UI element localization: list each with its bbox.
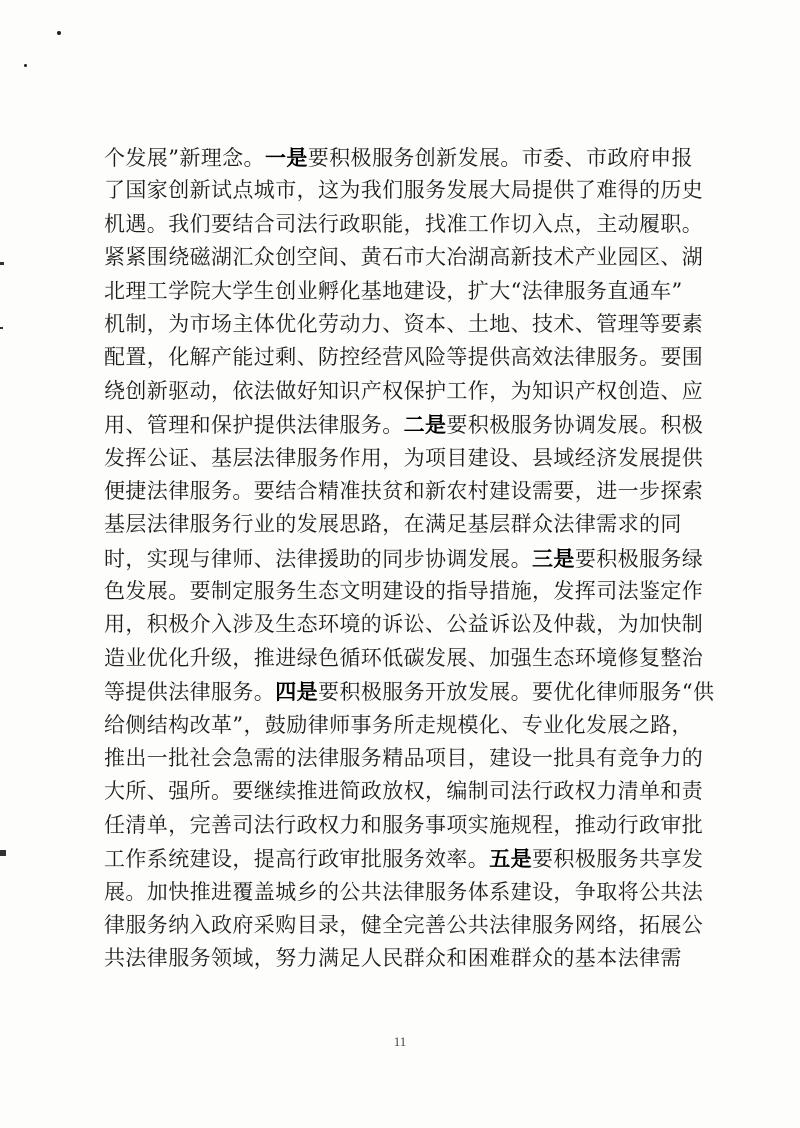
text-line: [104, 642, 704, 675]
text-line: [104, 475, 704, 508]
text-segment: 要积极服务创新发展。市委、市政府申报: [307, 146, 693, 170]
text-segment: 要积极服务协调发展。积极: [446, 413, 704, 438]
text-segment: 北理工学院大学生创业孵化基地建设，扩大“法律服务直通车”: [104, 278, 683, 303]
text-segment: 机制，为市场主体优化劳动力、资本、土地、技术、管理等要素: [104, 311, 704, 336]
text-segment: 用，积极介入涉及生态环境的诉讼、公益诉讼及仲裁，为加快制: [104, 612, 704, 637]
text-line: [104, 408, 704, 441]
text-segment: 时，实现与律师、法律援助的同步协调发展。: [104, 546, 532, 571]
text-line: [104, 442, 704, 475]
scan-edge-mark: [0, 327, 3, 329]
page-number: 11: [393, 1034, 407, 1049]
bold-marker: 一是: [264, 145, 308, 170]
text-line: [104, 876, 704, 909]
bold-marker: 三是: [532, 545, 575, 571]
text-segment: 机遇。我们要结合司法行政职能，找准工作切入点，主动履职。: [104, 211, 704, 236]
text-segment: 绕创新驱动，依法做好知识产权保护工作，为知识产权创造、应: [104, 378, 704, 403]
scan-edge-mark: [0, 850, 6, 856]
text-segment: 展。加快推进覆盖城乡的公共法律服务体系建设，争取将公共法: [104, 879, 704, 904]
text-line: [104, 842, 704, 875]
text-line: [104, 508, 700, 541]
text-line: [104, 308, 704, 341]
text-segment: 发挥公证、基层法律服务作用，为项目建设、县域经济发展提供: [104, 445, 704, 470]
text-segment: 共法律服务领域，努力满足人民群众和困难群众的基本法律需: [104, 946, 682, 971]
text-segment: 律服务纳入政府采购目录，健全完善公共法律服务网络，拓展公: [104, 912, 704, 937]
text-line: [104, 675, 715, 708]
text-line: [104, 775, 704, 808]
scan-edge-mark: [0, 262, 4, 265]
text-line: [104, 909, 704, 942]
text-segment: 便捷法律服务。要结合精准扶贫和新农村建设需要，进一步探索: [104, 478, 704, 503]
scan-speck: [57, 31, 61, 35]
text-line: [104, 709, 700, 742]
text-line: [104, 809, 704, 842]
text-segment: 要积极服务开放发展。要优化律师服务“供: [318, 680, 715, 705]
text-line: [104, 542, 704, 575]
text-line: [104, 208, 704, 241]
text-line: [104, 575, 704, 608]
bold-marker: 五是: [489, 846, 533, 872]
text-segment: 个发展”新理念。: [104, 146, 265, 170]
text-segment: 要积极服务绿: [574, 546, 704, 571]
text-line: [104, 375, 704, 408]
text-line: [104, 942, 700, 975]
text-segment: 给侧结构改革”，鼓励律师事务所走规模化、专业化发展之路，: [104, 712, 693, 737]
bold-marker: 二是: [403, 412, 447, 438]
text-line: [104, 275, 700, 308]
text-segment: 配置，化解产能过剩、防控经营风险等提供高效法律服务。要围: [104, 345, 704, 370]
body-text: [104, 141, 715, 976]
text-segment: 色发展。要制定服务生态文明建设的指导措施，发挥司法鉴定作: [104, 579, 704, 604]
text-segment: 推出一批社会急需的法律服务精品项目，建设一批具有竞争力的: [104, 746, 704, 771]
text-segment: 紧紧围绕磁湖汇众创空间、黄石市大冶湖高新技术产业园区、湖: [104, 245, 704, 270]
scan-speck: [24, 64, 27, 67]
text-line: [104, 241, 704, 274]
text-segment: 任清单，完善司法行政权力和服务事项实施规程，推动行政审批: [104, 812, 704, 837]
text-segment: 大所、强所。要继续推进简政放权，编制司法行政权力清单和责: [104, 779, 704, 804]
text-segment: 基层法律服务行业的发展思路，在满足基层群众法律需求的同: [104, 512, 682, 537]
text-line: [104, 742, 704, 775]
text-segment: 造业优化升级，推进绿色循环低碳发展、加强生态环境修复整治: [104, 645, 704, 670]
text-segment: 等提供法律服务。: [104, 680, 276, 705]
text-line: [104, 141, 700, 174]
text-segment: 要积极服务共享发: [532, 847, 704, 872]
text-segment: 了国家创新试点城市，这为我们服务发展大局提供了难得的历史: [104, 178, 704, 203]
text-line: [104, 174, 704, 207]
text-line: [104, 608, 704, 641]
text-segment: 工作系统建设，提高行政审批服务效率。: [104, 847, 490, 872]
bold-marker: 四是: [275, 679, 319, 705]
text-segment: 用、管理和保护提供法律服务。: [104, 413, 404, 438]
text-line: [104, 341, 704, 374]
